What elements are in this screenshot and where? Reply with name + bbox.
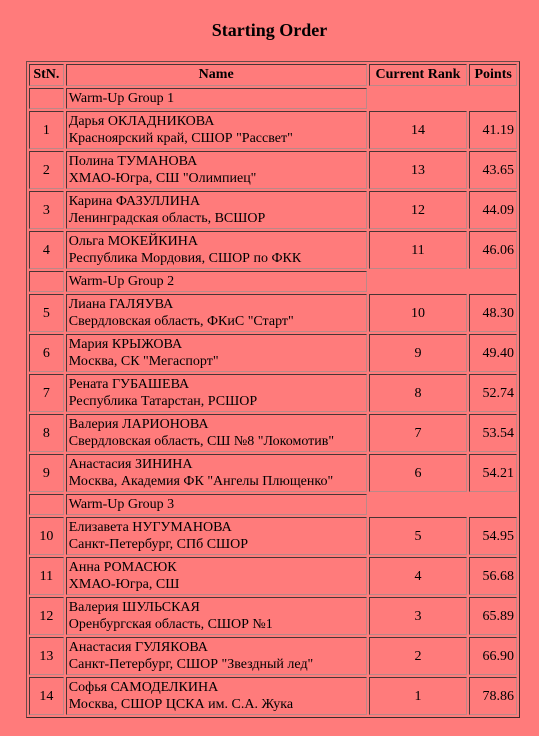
current-rank: 12 xyxy=(369,191,468,229)
skater-row xyxy=(29,517,517,555)
current-rank: 3 xyxy=(369,597,468,635)
header-row xyxy=(29,64,517,86)
header-points: Points xyxy=(469,64,517,86)
points: 49.40 xyxy=(469,334,517,372)
skater-club: Санкт-Петербург, СПб СШОР xyxy=(68,537,249,552)
skater-row xyxy=(29,374,517,412)
start-number: 3 xyxy=(29,191,64,229)
current-rank: 13 xyxy=(369,151,468,189)
skater-cell xyxy=(66,517,367,555)
warmup-group-label: Warm-Up Group 3 xyxy=(66,494,367,515)
skater-cell xyxy=(66,414,367,452)
group-empty-cell xyxy=(369,494,517,515)
skater-name: Рената ГУБАШЕВА xyxy=(68,377,190,392)
skater-row xyxy=(29,557,517,595)
skater-name: Ольга МОКЕЙКИНА xyxy=(68,234,198,249)
skater-club: Свердловская область, ФКиС "Старт" xyxy=(68,314,294,329)
group-empty-cell xyxy=(369,88,517,109)
start-number: 1 xyxy=(29,111,64,149)
skater-name: Лиана ГАЛЯУВА xyxy=(68,297,174,312)
header-name: Name xyxy=(66,64,367,86)
skater-club: Москва, Академия ФК "Ангелы Плющенко" xyxy=(68,474,334,489)
table-body xyxy=(29,88,517,715)
start-number: 4 xyxy=(29,231,64,269)
points: 41.19 xyxy=(469,111,517,149)
header-current-rank: Current Rank xyxy=(369,64,468,86)
current-rank: 6 xyxy=(369,454,468,492)
points: 65.89 xyxy=(469,597,517,635)
skater-club: Москва, СШОР ЦСКА им. С.А. Жука xyxy=(68,697,294,712)
skater-name: Полина ТУМАНОВА xyxy=(68,154,198,169)
skater-name: Софья САМОДЕЛКИНА xyxy=(68,680,219,695)
group-spacer-cell xyxy=(29,88,64,109)
points: 52.74 xyxy=(469,374,517,412)
current-rank: 14 xyxy=(369,111,468,149)
skater-cell xyxy=(66,637,367,675)
page-title: Starting Order xyxy=(211,20,328,40)
start-number: 2 xyxy=(29,151,64,189)
skater-cell xyxy=(66,191,367,229)
warmup-group-label: Warm-Up Group 2 xyxy=(66,271,367,292)
current-rank: 7 xyxy=(369,414,468,452)
skater-club: Оренбургская область, СШОР №1 xyxy=(68,617,273,632)
start-number: 11 xyxy=(29,557,64,595)
skater-row xyxy=(29,111,517,149)
skater-row xyxy=(29,414,517,452)
group-spacer-cell xyxy=(29,494,64,515)
group-spacer-cell xyxy=(29,271,64,292)
start-number: 6 xyxy=(29,334,64,372)
start-number: 12 xyxy=(29,597,64,635)
skater-row xyxy=(29,294,517,332)
current-rank: 1 xyxy=(369,677,468,715)
skater-cell xyxy=(66,597,367,635)
start-number: 9 xyxy=(29,454,64,492)
skater-row xyxy=(29,151,517,189)
starting-order-table xyxy=(26,61,520,718)
skater-club: Ленинградская область, ВСШОР xyxy=(68,211,266,226)
current-rank: 9 xyxy=(369,334,468,372)
skater-row xyxy=(29,597,517,635)
skater-club: Республика Мордовия, СШОР по ФКК xyxy=(68,251,302,266)
skater-club: Москва, СК "Мегаспорт" xyxy=(68,354,219,369)
skater-cell xyxy=(66,334,367,372)
skater-row xyxy=(29,637,517,675)
skater-name: Валерия ЛАРИОНОВА xyxy=(68,417,209,432)
skater-club: Республика Татарстан, РСШОР xyxy=(68,394,258,409)
skater-club: ХМАО-Югра, СШ xyxy=(68,577,180,592)
skater-row xyxy=(29,454,517,492)
current-rank: 8 xyxy=(369,374,468,412)
skater-name: Анастасия ГУЛЯКОВА xyxy=(68,640,208,655)
points: 44.09 xyxy=(469,191,517,229)
current-rank: 4 xyxy=(369,557,468,595)
points: 66.90 xyxy=(469,637,517,675)
current-rank: 10 xyxy=(369,294,468,332)
skater-cell xyxy=(66,294,367,332)
skater-row xyxy=(29,334,517,372)
skater-row xyxy=(29,191,517,229)
start-number: 14 xyxy=(29,677,64,715)
warmup-group-row xyxy=(29,494,517,515)
skater-cell xyxy=(66,231,367,269)
skater-club: Санкт-Петербург, СШОР "Звездный лед" xyxy=(68,657,314,672)
skater-row xyxy=(29,231,517,269)
skater-name: Дарья ОКЛАДНИКОВА xyxy=(68,114,215,129)
skater-name: Анастасия ЗИНИНА xyxy=(68,457,193,472)
header-stn: StN. xyxy=(29,64,64,86)
skater-cell xyxy=(66,151,367,189)
points: 53.54 xyxy=(469,414,517,452)
warmup-group-row xyxy=(29,88,517,109)
points: 56.68 xyxy=(469,557,517,595)
current-rank: 5 xyxy=(369,517,468,555)
skater-row xyxy=(29,677,517,715)
skater-name: Анна РОМАСЮК xyxy=(68,560,177,575)
points: 46.06 xyxy=(469,231,517,269)
skater-name: Карина ФАЗУЛЛИНА xyxy=(68,194,201,209)
current-rank: 11 xyxy=(369,231,468,269)
start-number: 7 xyxy=(29,374,64,412)
current-rank: 2 xyxy=(369,637,468,675)
skater-cell xyxy=(66,374,367,412)
start-number: 8 xyxy=(29,414,64,452)
skater-name: Елизавета НУГУМАНОВА xyxy=(68,520,232,535)
points: 48.30 xyxy=(469,294,517,332)
skater-cell xyxy=(66,111,367,149)
group-empty-cell xyxy=(369,271,517,292)
skater-club: ХМАО-Югра, СШ "Олимпиец" xyxy=(68,171,257,186)
skater-cell xyxy=(66,557,367,595)
warmup-group-label: Warm-Up Group 1 xyxy=(66,88,367,109)
start-number: 5 xyxy=(29,294,64,332)
skater-cell xyxy=(66,454,367,492)
skater-name: Мария КРЫЖОВА xyxy=(68,337,183,352)
skater-name: Валерия ШУЛЬСКАЯ xyxy=(68,600,200,615)
points: 43.65 xyxy=(469,151,517,189)
warmup-group-row xyxy=(29,271,517,292)
start-number: 10 xyxy=(29,517,64,555)
skater-club: Красноярский край, СШОР "Рассвет" xyxy=(68,131,293,146)
points: 54.21 xyxy=(469,454,517,492)
skater-club: Свердловская область, СШ №8 "Локомотив" xyxy=(68,434,335,449)
points: 78.86 xyxy=(469,677,517,715)
points: 54.95 xyxy=(469,517,517,555)
start-number: 13 xyxy=(29,637,64,675)
skater-cell xyxy=(66,677,367,715)
